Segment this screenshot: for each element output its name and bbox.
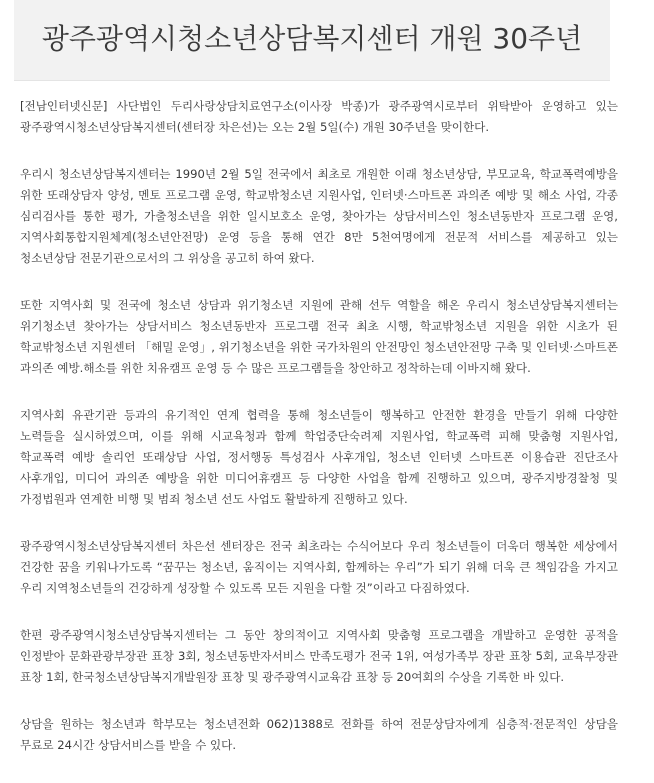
article-paragraph-leadership: 또한 지역사회 및 전국에 청소년 상담과 위기청소년 지원에 관해 선두 역할을 해온 우리시 청소년상담복지센터는 위기청소년 찾아가는 상담서비스 청소년동반자 프로그램 전국 최초 시행, 학교밖청소년 지원을 위한 시초가 된 학교밖청소년 지원센터 「해밀 운영」, 위기청소년을 위한 국가차원의 안전망인 청소년안전망 구축 및 인터넷·스마트폰 과의존 예방.해소를 위한 치유캠프 운영 등 수 많은 프로그램들을 창안하고 정착하는데 이바지해 왔다. bbox=[20, 298, 618, 375]
article-paragraph-contact: 상담을 원하는 청소년과 학부모는 청소년전화 062)1388로 전화를 하여 전문상담자에게 심층적·전문적인 상담을 무료로 24시간 상담서비스를 받을 수 있다. bbox=[20, 717, 618, 752]
article-paragraph-history: 우리시 청소년상담복지센터는 1990년 2월 5일 전국에서 최초로 개원한 이래 청소년상담, 부모교육, 학교폭력예방을 위한 또래상담자 양성, 멘토 프로그램 운영, 학교밖청소년 지원사업, 인터넷·스마트폰 과의존 예방 및 해소 사업, 각종 심리검사를 통한 평가, 가출청소년을 위한 일시보호소 운영, 찾아가는 상담서비스인 청소년동반자 프로그램 운영, 지역사회통합지원체계(청소년안전망) 운영 등을 통해 연간 8만 5천여명에게 전문적 서비스를 제공하고 있는 청소년상담 전문기관으로서의 그 위상을 공고히 하여 왔다. bbox=[20, 167, 618, 265]
article-paragraph-awards: 한편 광주광역시청소년상담복지센터는 그 동안 창의적이고 지역사회 맞춤형 프로그램을 개발하고 운영한 공적을 인정받아 문화관광부장관 표창 3회, 청소년동반자서비스 만족도평가 전국 1위, 여성가족부 장관 표창 5회, 교육부장관 표창 1회, 한국청소년상담복지개발원장 표창 및 광주광역시교육감 표창 등 20여회의 수상을 기록한 바 있다. bbox=[20, 628, 618, 684]
headline-banner bbox=[14, 0, 610, 81]
article-headline: 광주광역시청소년상담복지센터 개원 30주년 bbox=[41, 22, 583, 55]
article-paragraph-cooperation: 지역사회 유관기관 등과의 유기적인 연계 협력을 통해 청소년들이 행복하고 안전한 환경을 만들기 위해 다양한 노력들을 실시하였으며, 이를 위해 시교육청과 함께 학업중단숙려제 지원사업, 학교폭력 피해 맞춤형 지원사업, 학교폭력 예방 솔리언 또래상담 사업, 정서행동 특성검사 사후개입, 청소년 인터넷 스마트폰 이용습관 진단조사 사후개입, 미디어 과의존 예방을 위한 미디어휴캠프 등 다양한 사업을 함께 진행하고 있으며, 광주지방경찰청 및 가정법원과 연계한 비행 및 범죄 청소년 선도 사업도 활발하게 진행하고 있다. bbox=[20, 408, 618, 506]
article-body bbox=[20, 96, 618, 782]
article-paragraph-lead: [전남인터넷신문] 사단법인 두리사랑상담치료연구소(이사장 박종)가 광주광역시로부터 위탁받아 운영하고 있는 광주광역시청소년상담복지센터(센터장 차은선)는 오는 2월 5일(수) 개원 30주년을 맞이한다. bbox=[20, 99, 618, 134]
article-paragraph-quote: 광주광역시청소년상담복지센터 차은선 센터장은 전국 최초라는 수식어보다 우리 청소년들이 더욱더 행복한 세상에서 건강한 꿈을 키워나가도록 “꿈꾸는 청소년, 움직이는 지역사회, 함께하는 우리”가 되기 위해 더욱 큰 책임감을 가지고 우리 지역청소년들의 건강하게 성장할 수 있도록 모든 지원을 다할 것”이라고 다짐하였다. bbox=[20, 539, 618, 595]
